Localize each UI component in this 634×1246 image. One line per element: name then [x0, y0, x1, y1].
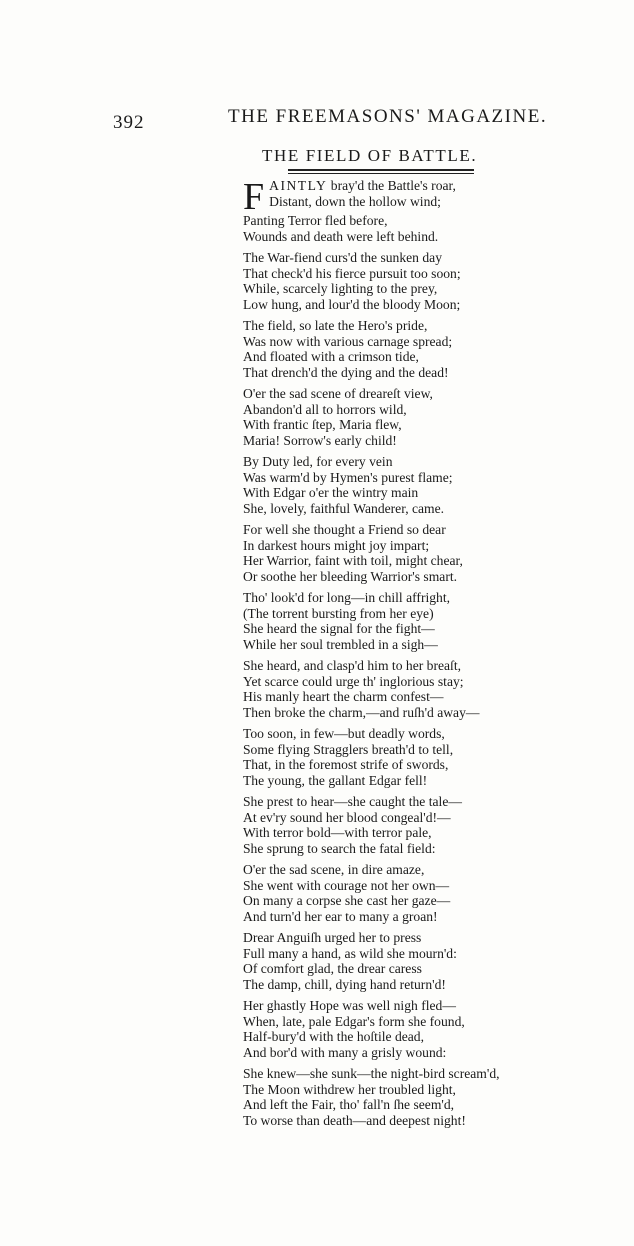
stanza — [243, 930, 573, 992]
poem-line: Then broke the charm,—and ruſh'd away— — [243, 704, 480, 720]
poem-line: On many a corpse she cast her gaze— — [243, 893, 451, 908]
stanza — [243, 386, 573, 448]
poem-line: That drench'd the dying and the dead! — [243, 364, 449, 380]
poem-line: Was now with various carnage spread; — [243, 333, 453, 349]
poem-line: In darkest hours might joy impart; — [243, 537, 430, 553]
poem-line: At ev'ry sound her blood congeal'd!— — [243, 809, 451, 825]
poem-line: For well she thought a Friend so dear — [243, 522, 446, 537]
stanza — [243, 318, 573, 380]
poem-line: While her soul trembled in a sigh— — [243, 636, 438, 652]
poem-line: She went with courage not her own— — [243, 877, 450, 893]
poem-line: Or soothe her bleeding Warrior's smart. — [243, 568, 458, 584]
poem-title: THE FIELD OF BATTLE. — [262, 146, 478, 165]
poem-line: Panting Terror fled before, — [243, 213, 388, 228]
stanza — [243, 454, 573, 516]
poem-line: When, late, pale Edgar's form she found, — [243, 1013, 465, 1029]
poem-line: The damp, chill, dying hand return'd! — [243, 976, 446, 992]
poem-line: Low hung, and lour'd the bloody Moon; — [243, 296, 461, 312]
poem-line: (The torrent bursting from her eye) — [243, 605, 434, 621]
stanza — [243, 862, 573, 924]
poem-line: The young, the gallant Edgar fell! — [243, 772, 428, 788]
drop-cap: F — [243, 176, 265, 218]
poem-line: Half-bury'd with the hoſtile dead, — [243, 1029, 425, 1044]
poem-line: To worse than death—and deepest night! — [243, 1112, 466, 1128]
title-rule-thin — [288, 173, 474, 174]
poem-line: Of comfort glad, the drear caress — [243, 961, 422, 976]
poem-line: With Edgar o'er the wintry main — [243, 485, 419, 500]
poem-line: Drear Anguiſh urged her to press — [243, 930, 422, 945]
poem-line: Too soon, in few—but deadly words, — [243, 726, 445, 741]
poem-line: She knew—she sunk—the night-bird scream'd, — [243, 1066, 500, 1081]
poem-line: Tho' look'd for long—in chill affright, — [243, 590, 451, 605]
poem-line: Maria! Sorrow's early child! — [243, 432, 397, 448]
stanza — [243, 794, 573, 856]
poem-line: Some flying Stragglers breath'd to tell, — [243, 741, 454, 757]
poem-body — [243, 178, 573, 1134]
stanza — [243, 1066, 573, 1128]
poem-line: She prest to hear—she caught the tale— — [243, 794, 462, 809]
poem-line: She heard the signal for the fight— — [243, 621, 435, 636]
poem-line: His manly heart the charm confest— — [243, 689, 444, 704]
poem-line: Was warm'd by Hymen's purest flame; — [243, 469, 453, 485]
first-word: AINTLY — [269, 178, 328, 193]
poem-line: That check'd his fierce pursuit too soon; — [243, 265, 461, 281]
poem-line: She sprung to search the fatal field: — [243, 840, 436, 856]
stanza — [243, 998, 573, 1060]
poem-line: And turn'd her ear to many a groan! — [243, 908, 438, 924]
poem-line: She, lovely, faithful Wanderer, came. — [243, 500, 445, 516]
poem-line: And bor'd with many a grisly wound: — [243, 1044, 447, 1060]
poem-line: Her Warrior, faint with toil, might chear, — [243, 553, 463, 568]
page-number: 392 — [113, 112, 145, 133]
stanza — [243, 250, 573, 312]
first-line-rest: bray'd the Battle's roar, — [327, 178, 456, 193]
poem-line: Wounds and death were left behind. — [243, 228, 439, 244]
poem-line: She heard, and clasp'd him to her breaſt, — [243, 658, 461, 673]
poem-line: With terror bold—with terror pale, — [243, 825, 432, 840]
poem-line: The Moon withdrew her troubled light, — [243, 1081, 456, 1097]
poem-line: Yet scarce could urge th' inglorious stay; — [243, 673, 464, 689]
stanza — [243, 658, 573, 720]
running-head: THE FREEMASONS' MAGAZINE. — [228, 106, 548, 127]
poem-line: The field, so late the Hero's pride, — [243, 318, 428, 333]
poem-line: Abandon'd all to horrors wild, — [243, 401, 407, 417]
poem-line: While, scarcely lighting to the prey, — [243, 281, 438, 296]
poem-line: O'er the sad scene, in dire amaze, — [243, 862, 425, 877]
stanza — [243, 522, 573, 584]
poem-line: O'er the sad scene of dreareſt view, — [243, 386, 433, 401]
title-rule-thick — [288, 169, 474, 171]
stanza — [243, 590, 573, 652]
poem-line: And floated with a crimson tide, — [243, 349, 419, 364]
poem-line: That, in the foremost strife of swords, — [243, 757, 449, 772]
stanza — [243, 178, 573, 244]
poem-line: And left the Fair, tho' fall'n ſhe seem'd, — [243, 1097, 455, 1112]
poem-line: By Duty led, for every vein — [243, 454, 393, 469]
poem-line: Full many a hand, as wild she mourn'd: — [243, 945, 457, 961]
poem-line: Her ghastly Hope was well nigh fled— — [243, 998, 456, 1013]
poem-line: The War-fiend curs'd the sunken day — [243, 250, 443, 265]
poem-line-first — [243, 178, 573, 194]
stanza — [243, 726, 573, 788]
poem-line: Distant, down the hollow wind; — [269, 193, 441, 209]
poem-line: With frantic ſtep, Maria flew, — [243, 417, 402, 432]
